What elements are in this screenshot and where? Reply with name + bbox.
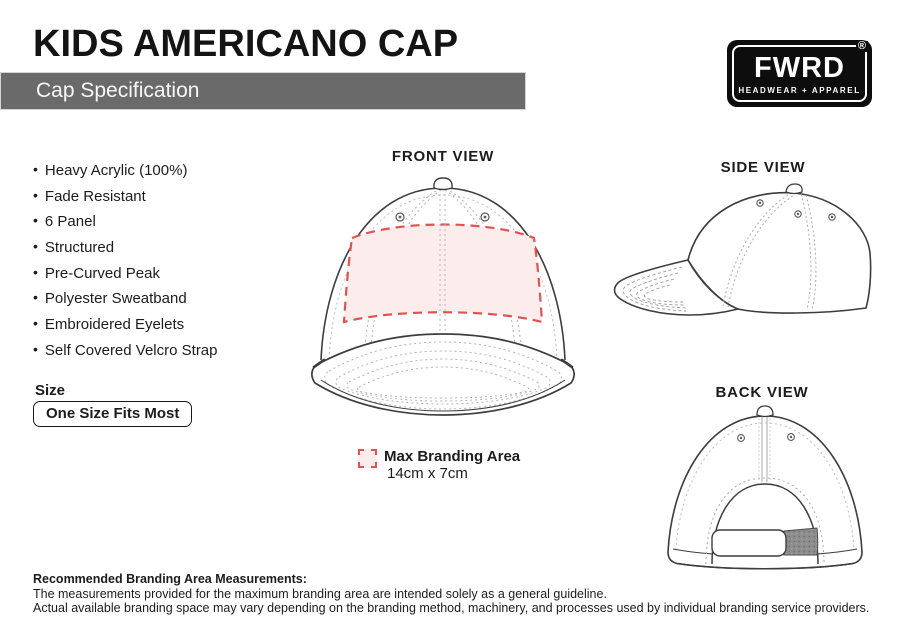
brand-logo bbox=[727, 40, 872, 107]
feature-label: Fade Resistant bbox=[44, 187, 146, 205]
feature-item bbox=[33, 158, 218, 184]
feature-label: 6 Panel bbox=[44, 213, 96, 231]
size-value-badge: One Size Fits Most bbox=[33, 401, 192, 427]
eyelet-dot bbox=[484, 216, 487, 219]
back-view-label: BACK VIEW bbox=[715, 384, 809, 401]
page-title: KIDS AMERICANO CAP bbox=[33, 23, 459, 65]
side-view-label: SIDE VIEW bbox=[720, 159, 806, 176]
feature-label: Pre-Curved Peak bbox=[44, 264, 160, 282]
feature-item bbox=[33, 338, 218, 364]
max-branding-area bbox=[344, 225, 542, 323]
feature-label: Polyester Sweatband bbox=[44, 290, 187, 308]
eyelet-dot bbox=[790, 436, 792, 438]
footer-disclaimer-line: Actual available branding space may vary depending on the branding method, machinery, and processes used by individual branding service providers. bbox=[33, 601, 870, 615]
front-view-drawing bbox=[305, 170, 577, 418]
branding-legend-dimensions: 14cm x 7cm bbox=[387, 465, 468, 482]
side-crown-outline bbox=[688, 193, 871, 313]
side-view-drawing bbox=[610, 180, 882, 330]
feature-item bbox=[33, 312, 218, 338]
brand-logo-text: FWRD bbox=[754, 52, 845, 84]
feature-item bbox=[33, 261, 218, 287]
eyelet-dot bbox=[759, 202, 761, 204]
footer-heading: Recommended Branding Area Measurements: bbox=[33, 572, 307, 586]
branding-legend-title: Max Branding Area bbox=[384, 448, 521, 465]
eyelet-dot bbox=[831, 216, 833, 218]
feature-item bbox=[33, 184, 218, 210]
brand-logo-tagline: HEADWEAR + APPAREL bbox=[738, 86, 861, 95]
registered-trademark-icon: ® bbox=[857, 40, 866, 52]
front-view-label: FRONT VIEW bbox=[391, 148, 495, 165]
feature-label: Structured bbox=[44, 239, 115, 257]
feature-label: Embroidered Eyelets bbox=[44, 316, 185, 334]
velcro-patch bbox=[784, 528, 818, 555]
section-banner-label: Cap Specification bbox=[36, 79, 200, 102]
feature-item bbox=[33, 209, 218, 235]
feature-item bbox=[33, 286, 218, 312]
eyelet-dot bbox=[740, 437, 742, 439]
top-button bbox=[757, 406, 773, 417]
velcro-strap bbox=[712, 530, 786, 556]
eyelet-dot bbox=[797, 213, 799, 215]
feature-item bbox=[33, 235, 218, 261]
branding-area-swatch-icon bbox=[358, 449, 377, 468]
footer-disclaimer-line: The measurements provided for the maximum branding area are intended solely as a general guideline. bbox=[33, 587, 607, 601]
eyelet-dot bbox=[399, 216, 402, 219]
feature-label: Heavy Acrylic (100%) bbox=[44, 162, 188, 179]
back-view-drawing bbox=[648, 400, 878, 575]
brand-logo-frame bbox=[732, 45, 867, 102]
feature-list bbox=[33, 158, 218, 364]
top-button bbox=[786, 184, 802, 194]
size-heading: Size bbox=[35, 382, 66, 399]
top-button bbox=[434, 178, 452, 190]
feature-label: Self Covered Velcro Strap bbox=[44, 341, 218, 359]
